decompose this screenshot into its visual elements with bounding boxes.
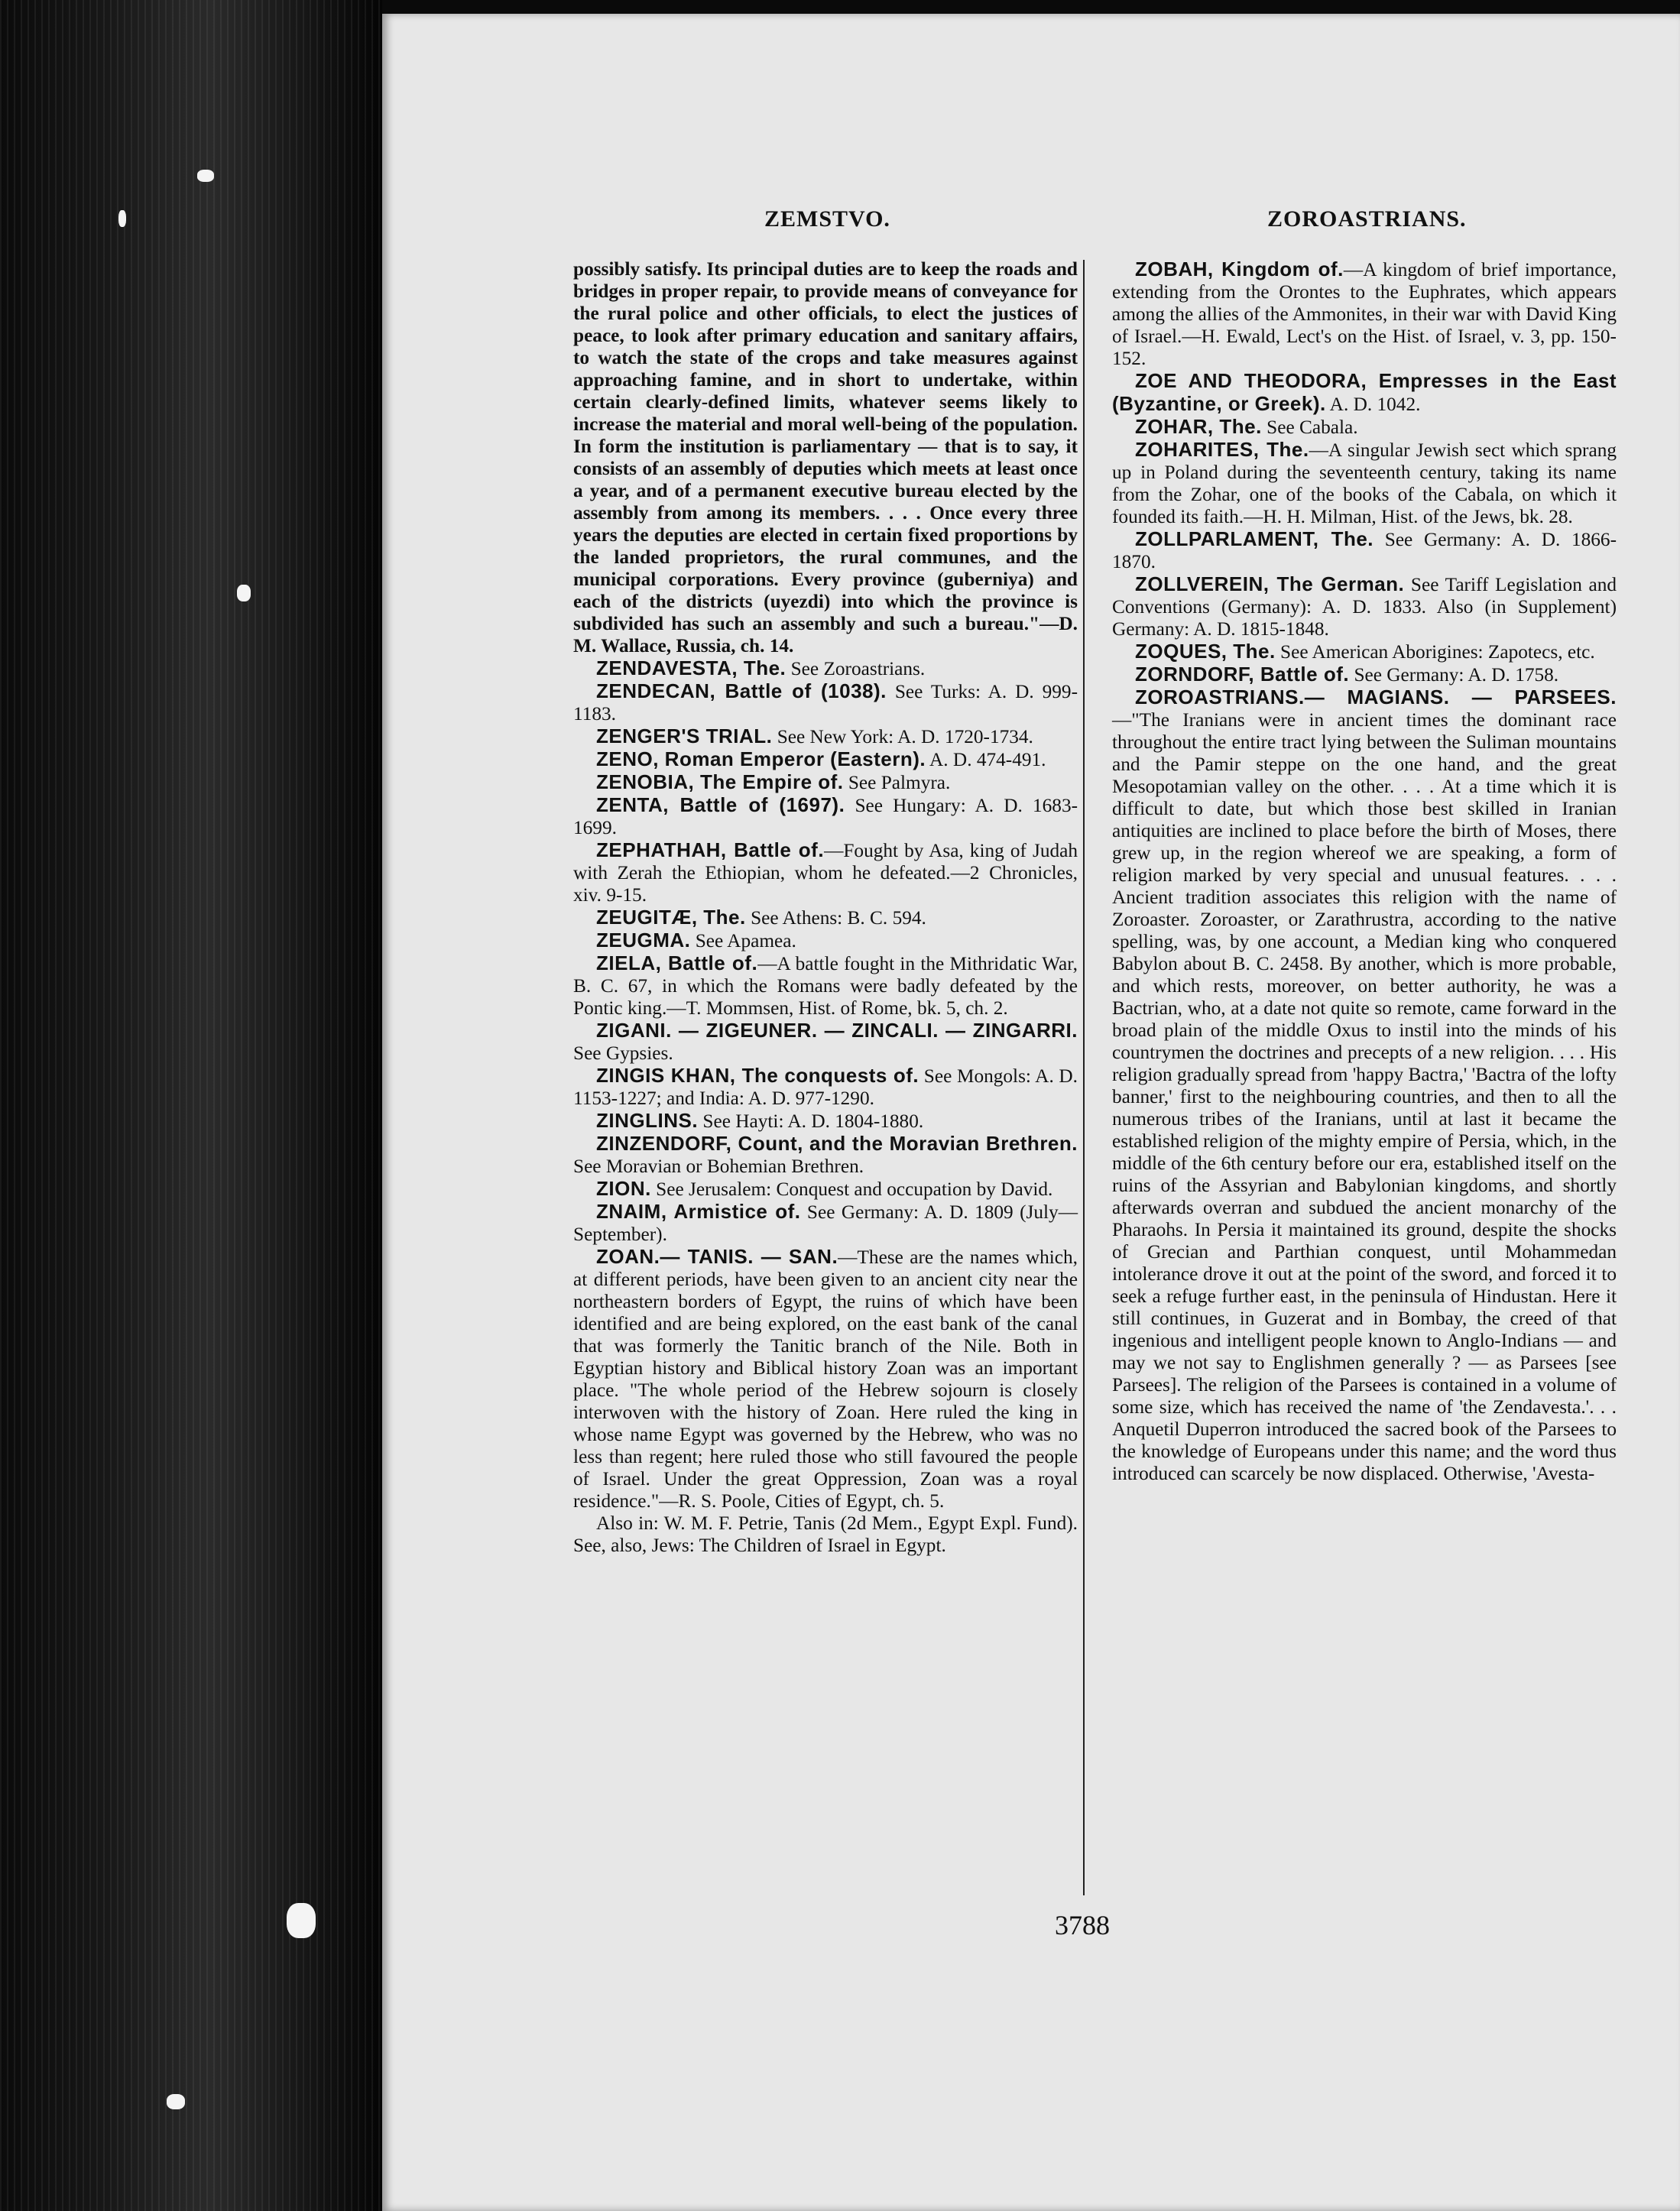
entry — [1112, 573, 1617, 640]
entry-text: See Tariff Legislation and Conventions (Germany): A. D. 1833. Also (in Supplement) Germany: A. D. 1815-1848. — [1112, 574, 1617, 640]
entry-text: —A battle fought in the Mithridatic War, B. C. 67, in which the Romans were badly defeated by the Pontic king.—T. Mommsen, Hist. of Rome, bk. 5, ch. 2. — [573, 953, 1078, 1019]
film-speck — [167, 2094, 185, 2109]
entry-text: See Cabala. — [1266, 417, 1358, 438]
entry — [1112, 416, 1617, 439]
entry-text: See Zoroastrians. — [790, 658, 926, 679]
entry-headword: ZEPHATHAH, Battle of. — [596, 838, 825, 861]
entry-headword: ZENGER'S TRIAL. — [596, 725, 773, 747]
column-rule — [1083, 260, 1085, 1895]
entry-headword: ZIGANI. — ZIGEUNER. — ZINCALI. — ZINGARRI. — [596, 1019, 1078, 1042]
entry-headword: ZNAIM, Armistice of. — [596, 1200, 801, 1223]
entry-headword: ZOLLPARLAMENT, The. — [1135, 527, 1374, 550]
entry-headword: ZENDAVESTA, The. — [596, 656, 786, 679]
entry-text: —A kingdom of brief importance, extending from the Orontes to the Euphrates, which appears among the allies of the Ammonites, in their war with David King of Israel.—H. Ewald, Lect's on the Hist. of Israel, v. 3, pp. 150-152. — [1112, 259, 1617, 369]
entry — [573, 1246, 1078, 1512]
entry-text: See American Aborigines: Zapotecs, etc. — [1280, 641, 1595, 663]
entry-text: See Palmyra. — [848, 772, 951, 793]
entry — [573, 1178, 1078, 1201]
entry-text: See Hungary: A. D. 1683-1699. — [573, 795, 1078, 838]
running-head-right: ZOROASTRIANS. — [1267, 206, 1467, 232]
entry-text: See Germany: A. D. 1866-1870. — [1112, 529, 1617, 572]
entry — [573, 657, 1078, 680]
film-speck — [287, 1903, 316, 1938]
entry-headword: ZENDECAN, Battle of (1038). — [596, 679, 887, 702]
entry-headword: ZENOBIA, The Empire of. — [596, 770, 844, 793]
entry-headword: ZINGIS KHAN, The conquests of. — [596, 1064, 919, 1087]
entry — [573, 748, 1078, 771]
entry-text: —These are the names which, at different periods, have been given to an ancient city near the northeastern borders of Egypt, the ruins of which have been identified and are being explored, on the east bank of the canal that was formerly the Tanitic branch of the Nile. Both in Egyptian history and Biblical history Zoan was an important place. "The whole period of the Hebrew sojourn is closely interwoven with the history of Zoan. Here ruled the king in whose name Egypt was governed by the Hebrew, who was no less than regent; here ruled those who still favoured the people of Israel. Under the great Oppression, Zoan was a royal residence."—R. S. Poole, Cities of Egypt, ch. 5. — [573, 1247, 1078, 1512]
entry — [1112, 663, 1617, 686]
entry — [573, 1133, 1078, 1178]
entry — [573, 1065, 1078, 1110]
entry-headword: ZEUGMA. — [596, 929, 691, 952]
entry — [573, 952, 1078, 1020]
entry-text: possibly satisfy. Its principal duties are to keep the roads and bridges in proper repair, to provide means of conveyance for the rural police and other officials, to elect the justices of peace, to look after primary education and sanitary affairs, to watch the state of the crops and take measures against approaching famine, and in short to undertake, within certain clearly-defined limits, whatever seems likely to increase the material and moral well-being of the population. In form the institution is parliamentary — that is to say, it consists of an assembly of deputies which meets at least once a year, and of a permanent executive bureau elected by the assembly from among its members. . . . Once every three years the deputies are elected in certain fixed proportions by the landed proprietors, the rural communes, and the municipal corporations. Every province (guberniya) and each of the districts (uyezdi) into which the province is subdivided has such an assembly and such a bureau."—D. M. Wallace, Russia, ch. 14. — [573, 258, 1078, 656]
right-column — [1112, 258, 1617, 1485]
entry-also-in — [573, 1512, 1078, 1557]
entry-text: See Apamea. — [695, 930, 796, 952]
entry — [573, 906, 1078, 929]
film-speck — [197, 170, 214, 182]
entry-headword: ZOAN.— TANIS. — SAN. — [596, 1245, 838, 1268]
entry-text: See Germany: A. D. 1758. — [1354, 664, 1559, 686]
entry-text: See Jerusalem: Conquest and occupation by David. — [656, 1178, 1053, 1200]
entry-text: See Mongols: A. D. 1153-1227; and India: A. D. 977-1290. — [573, 1065, 1078, 1109]
film-speck — [118, 210, 126, 227]
entry-text: See Hayti: A. D. 1804-1880. — [702, 1110, 924, 1132]
entry — [1112, 439, 1617, 528]
entry-headword: ZOLLVEREIN, The German. — [1135, 572, 1405, 595]
entry-headword: ZOHAR, The. — [1135, 415, 1262, 438]
entry-headword: ZOROASTRIANS.— MAGIANS. — PARSEES. — [1135, 686, 1617, 708]
entry-text: See Athens: B. C. 594. — [751, 907, 926, 929]
entry-headword: ZINGLINS. — [596, 1109, 699, 1132]
entry-headword: ZOE AND THEODORA, Empresses in the East (Byzantine, or Greek). — [1112, 369, 1617, 415]
entry-text: See Turks: A. D. 999-1183. — [573, 681, 1078, 725]
entry-headword: ZION. — [596, 1177, 651, 1200]
entry-headword: ZENO, Roman Emperor (Eastern). — [596, 747, 926, 770]
entry-text: See Germany: A. D. 1809 (July—September). — [573, 1201, 1078, 1245]
microfilm-top-edge — [382, 0, 1680, 14]
entry-text: A. D. 1042. — [1329, 394, 1421, 415]
entry-text: See Gypsies. — [573, 1042, 673, 1064]
entry — [1112, 258, 1617, 370]
film-speck — [237, 585, 251, 601]
entry — [573, 1110, 1078, 1133]
entry-text: —Fought by Asa, king of Judah with Zerah the Ethiopian, whom he defeated.—2 Chronicles, xiv. 9-15. — [573, 840, 1078, 906]
entry-headword: ZIELA, Battle of. — [596, 952, 758, 974]
microfilm-edge — [0, 0, 382, 2211]
entry — [573, 794, 1078, 839]
entry-headword: ZINZENDORF, Count, and the Moravian Brethren. — [596, 1132, 1078, 1155]
entry-continuation — [573, 258, 1078, 657]
entry-headword: ZOHARITES, The. — [1135, 438, 1309, 461]
entry — [573, 1020, 1078, 1065]
running-head-left: ZEMSTVO. — [764, 206, 890, 232]
entry — [573, 725, 1078, 748]
entry — [573, 771, 1078, 794]
entry — [1112, 686, 1617, 1485]
entry — [573, 1201, 1078, 1246]
entry-text: See Moravian or Bohemian Brethren. — [573, 1156, 864, 1177]
entry — [1112, 370, 1617, 416]
entry-headword: ZOQUES, The. — [1135, 640, 1276, 663]
page-number: 3788 — [1055, 1910, 1110, 1940]
entry-headword: ZORNDORF, Battle of. — [1135, 663, 1350, 686]
entry — [1112, 528, 1617, 573]
entry — [573, 839, 1078, 906]
entry — [1112, 640, 1617, 663]
entry-text: See New York: A. D. 1720-1734. — [777, 726, 1033, 747]
entry-text: A. D. 474-491. — [929, 749, 1046, 770]
entry-text: —"The Iranians were in ancient times the dominant race throughout the entire tract lying between the Suliman mountains and the Pamir steppe on the one hand, and the great Mesopotamian valley on the other. . . . At a time which it is difficult to date, but which those best skilled in Iranian antiquities are inclined to place before the birth of Moses, there grew up, in the region whereof we are speaking, a form of religion marked by very special and unusual features. . . . Ancient tradition associates this religion with the name of Zoroaster. Zoroaster, or Zarathrustra, according to the native spelling, was, by one account, a Median king who conquered Babylon about B. C. 2458. By another, which is more probable, and which rests, moreover, on better authority, he was a Bactrian, who, at a date not quite so remote, came forward in the broad plain of the middle Oxus to instil into the minds of his countrymen the doctrines and precepts of a new religion. . . . His religion gradually spread from 'happy Bactra,' 'Bactra of the lofty banner,' first to the neighbouring countries, and then to all the numerous tribes of the Iranians, until at last it became the established religion of the mighty empire of Persia, which, in the middle of the 6th century before our era, established itself on the ruins of the Assyrian and Babylonian kingdoms, and shortly afterwards overran and subdued the ancient monarchy of the Pharaohs. In Persia it maintained its ground, despite the shocks of Grecian and Parthian conquest, until Mohammedan intolerance drove it out at the point of the sword, and forced it to seek a refuge further east, in the peninsula of Hindustan. Here it still continues, in Guzerat and in Bombay, the creed of that ingenious and intelligent people known to Anglo-Indians — and may we not say to Englishmen generally ? — as Parsees [see Parsees]. The religion of the Parsees is contained in a volume of some size, which has received the name of 'the Zendavesta.'. . . Anquetil Duperron introduced the sacred book of the Parsees to the knowledge of Europeans under this name; and the word thus introduced can scarcely be now displaced. Otherwise, 'Avesta- — [1112, 709, 1617, 1484]
entry — [573, 929, 1078, 952]
entry-headword: ZEUGITÆ, The. — [596, 906, 746, 929]
entry-text: Also in: W. M. F. Petrie, Tanis (2d Mem., Egypt Expl. Fund). See, also, Jews: The Children of Israel in Egypt. — [573, 1512, 1078, 1556]
left-column — [573, 258, 1078, 1557]
entry-text: —A singular Jewish sect which sprang up in Poland during the seventeenth century, taking its name from the Zohar, one of the books of the Cabala, on which it founded its faith.—H. H. Milman, Hist. of the Jews, bk. 28. — [1112, 439, 1617, 527]
entry — [573, 680, 1078, 725]
entry-headword: ZENTA, Battle of (1697). — [596, 793, 845, 816]
entry-headword: ZOBAH, Kingdom of. — [1135, 258, 1344, 280]
